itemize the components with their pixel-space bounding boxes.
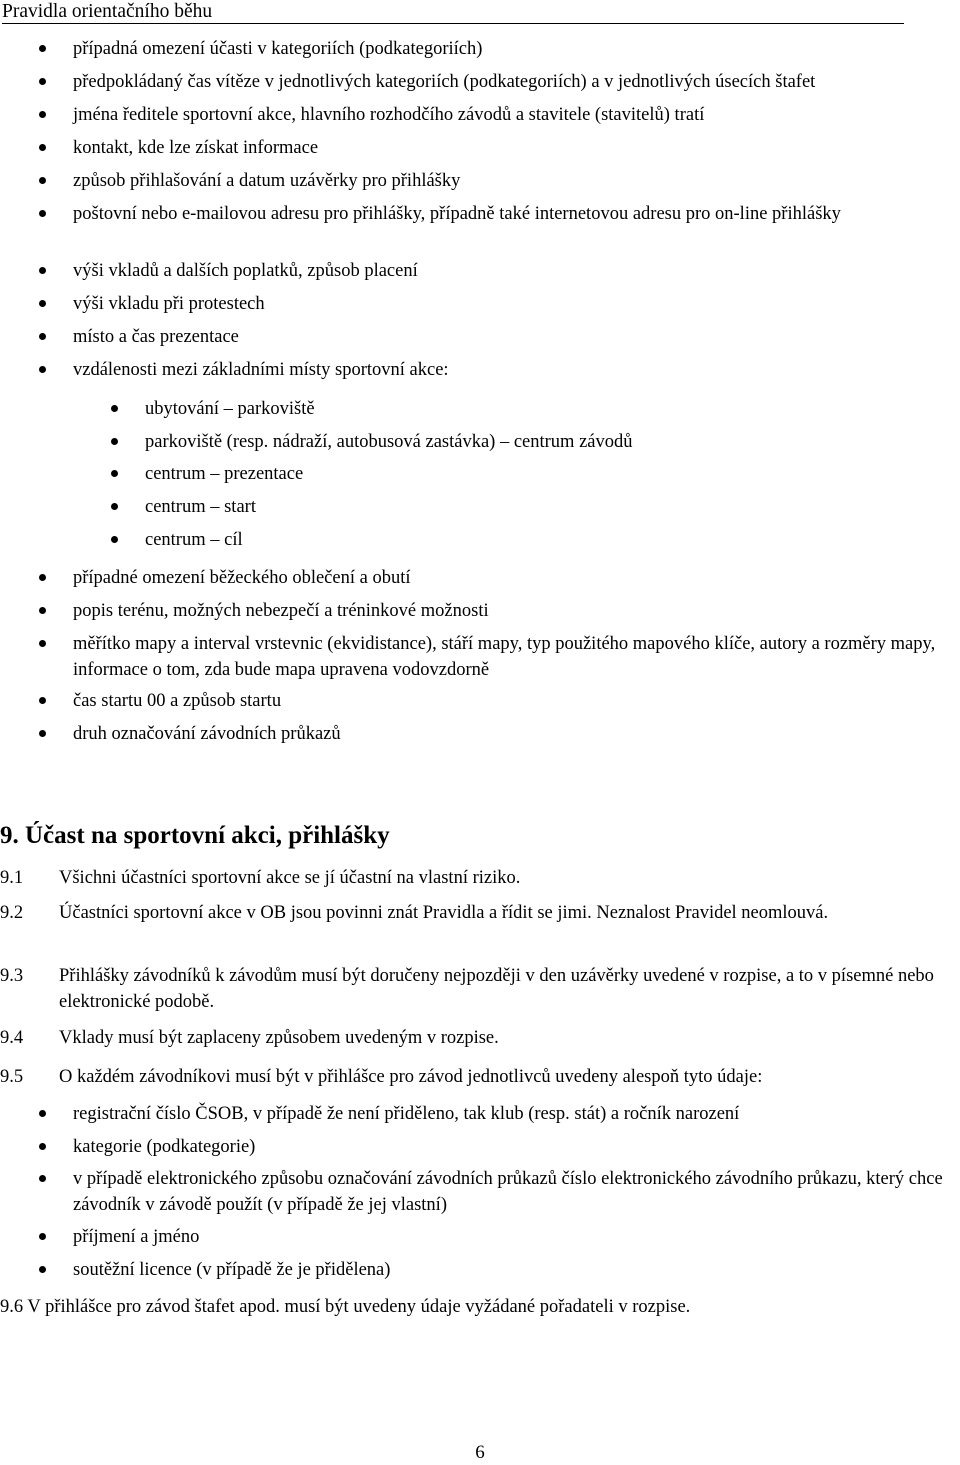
list-item: kategorie (podkategorie) <box>73 1134 960 1160</box>
bullet-icon <box>39 210 46 217</box>
list-item: výši vkladů a dalších poplatků, způsob placení <box>73 258 960 284</box>
list-item: centrum – cíl <box>145 527 960 553</box>
bullet-icon <box>111 503 118 510</box>
list-item: čas startu 00 a způsob startu <box>73 688 960 714</box>
list-item: místo a čas prezentace <box>73 324 960 350</box>
bullet-icon <box>39 1233 46 1240</box>
bullet-icon <box>39 574 46 581</box>
list-item: případná omezení účasti v kategoriích (podkategoriích) <box>73 36 960 62</box>
header-title: Pravidla orientačního běhu <box>2 1 213 22</box>
bullet-icon <box>111 438 118 445</box>
list-item: centrum – start <box>145 494 960 520</box>
list-item: poštovní nebo e-mailovou adresu pro přihlášky, případně také internetovou adresu pro on-line přihlášky <box>73 201 960 227</box>
bullet-icon <box>39 1266 46 1273</box>
bullet-icon <box>39 78 46 85</box>
bullet-icon <box>39 1143 46 1150</box>
list-item: příjmení a jméno <box>73 1224 960 1250</box>
bullet-icon <box>39 640 46 647</box>
list-item: popis terénu, možných nebezpečí a tréninkové možnosti <box>73 598 960 624</box>
list-item: centrum – prezentace <box>145 461 960 487</box>
bullet-icon <box>39 144 46 151</box>
bullet-icon <box>39 177 46 184</box>
list-item: druh označování závodních průkazů <box>73 721 960 747</box>
paragraph-number: 9.5 <box>0 1067 24 1087</box>
section-heading: 9. Účast na sportovní akci, přihlášky <box>0 822 390 849</box>
list-item: jména ředitele sportovní akce, hlavního rozhodčího závodů a stavitele (stavitelů) tratí <box>73 102 960 128</box>
bullet-icon <box>39 45 46 52</box>
list-item: ubytování – parkoviště <box>145 396 960 422</box>
paragraph-number: 9.2 <box>0 903 24 923</box>
list-item: vzdálenosti mezi základními místy sportovní akce: <box>73 357 960 383</box>
paragraph-text: Přihlášky závodníků k závodům musí být doručeny nejpozději v den uzávěrky uvedené v rozpise, a to v písemné nebo elektronické podobě. <box>59 966 934 1012</box>
list-item: případné omezení běžeckého oblečení a obutí <box>73 565 960 591</box>
bullet-icon <box>39 333 46 340</box>
paragraph-number: 9.1 <box>0 868 24 888</box>
list-item: parkoviště (resp. nádraží, autobusová zastávka) – centrum závodů <box>145 429 960 455</box>
paragraph-number: 9.3 <box>0 966 24 986</box>
list-item: soutěžní licence (v případě že je přidělena) <box>73 1257 960 1283</box>
page-number: 6 <box>475 1442 485 1463</box>
bullet-icon <box>39 111 46 118</box>
paragraph-text: 9.6 V přihlášce pro závod štafet apod. musí být uvedeny údaje vyžádané pořadateli v rozpise. <box>0 1297 691 1317</box>
list-item: výši vkladu při protestech <box>73 291 960 317</box>
bullet-icon <box>39 300 46 307</box>
bullet-icon <box>39 730 46 737</box>
list-item: v případě elektronického způsobu označování závodních průkazů číslo elektronického závodního průkazu, který chce závodník v závodě použít (v případě že jej vlastní) <box>73 1166 960 1218</box>
paragraph-text: Účastníci sportovní akce v OB jsou povinni znát Pravidla a řídit se jimi. Neznalost Pravidel neomlouvá. <box>59 903 829 923</box>
bullet-icon <box>111 470 118 477</box>
running-header <box>2 0 904 24</box>
bullet-icon <box>39 1175 46 1182</box>
paragraph-text: Všichni účastníci sportovní akce se jí účastní na vlastní riziko. <box>59 868 521 888</box>
paragraph-text: O každém závodníkovi musí být v přihlášce pro závod jednotlivců uvedeny alespoň tyto údaje: <box>59 1067 763 1087</box>
bullet-icon <box>39 697 46 704</box>
list-item: měřítko mapy a interval vrstevnic (ekvidistance), stáří mapy, typ použitého mapového klíče, autory a rozměry mapy, informace o tom, zda bude mapa upravena vodovzdorně <box>73 631 960 683</box>
list-item: registrační číslo ČSOB, v případě že není přiděleno, tak klub (resp. stát) a ročník narození <box>73 1101 960 1127</box>
bullet-icon <box>39 267 46 274</box>
paragraph-text: Vklady musí být zaplaceny způsobem uvedeným v rozpise. <box>59 1028 499 1048</box>
bullet-icon <box>39 1110 46 1117</box>
list-item: předpokládaný čas vítěze v jednotlivých kategoriích (podkategoriích) a v jednotlivých úsecích štafet <box>73 69 960 95</box>
bullet-icon <box>111 536 118 543</box>
bullet-icon <box>111 405 118 412</box>
list-item: způsob přihlašování a datum uzávěrky pro přihlášky <box>73 168 960 194</box>
bullet-icon <box>39 366 46 373</box>
list-item: kontakt, kde lze získat informace <box>73 135 960 161</box>
paragraph-number: 9.4 <box>0 1028 24 1048</box>
bullet-icon <box>39 607 46 614</box>
